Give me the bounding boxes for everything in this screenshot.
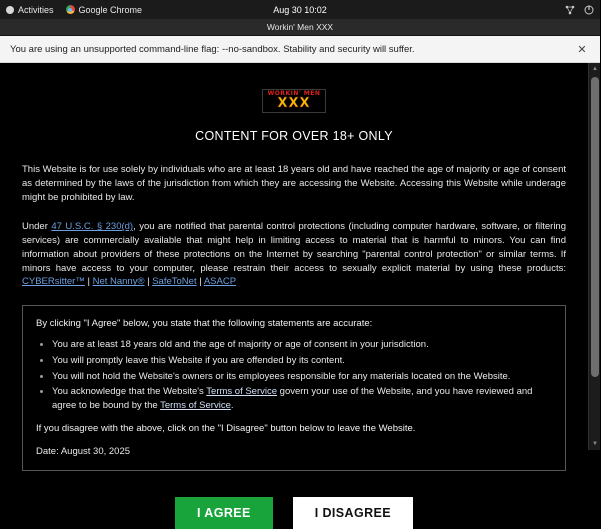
age-paragraph: This Website is for use solely by individuals who are at least 18 years old and have reached the age of majority or age of consent as determined by the laws of the jurisdiction from which they are accessing the Website. Accessing this Website while underage might be prohibited by law. (22, 164, 566, 203)
site-logo-wrap (22, 89, 566, 113)
bullet4-mid: govern your use of the Website, and you have reviewed and agree to be bound by the (52, 386, 533, 412)
para2-mid: , you are notified that parental control protections (including computer hardware, software, or filtering services) are commercially available that might help in limiting access to material that is harmful to minors. You can find information about providers of these protections on the Internet by searching "parental control protection" or similar terms. If minors have access to your computer, please restrain their access to sexually explicit material by using these products: (22, 221, 566, 274)
page-viewport (0, 63, 600, 521)
logo-top-text: WORKIN' MEN (267, 90, 321, 97)
sep-2: | (144, 276, 153, 288)
network-icon[interactable] (565, 5, 575, 15)
power-icon[interactable] (584, 5, 594, 15)
bullet4-pre: You acknowledge that the Website's (52, 386, 207, 398)
sep-3: | (196, 276, 204, 288)
chrome-icon (66, 5, 75, 14)
clock[interactable]: Aug 30 10:02 (273, 4, 327, 15)
site-logo (262, 89, 327, 113)
close-icon[interactable]: ✕ (577, 43, 587, 56)
logo-bottom-text: XXX (277, 96, 311, 111)
age-verification-page (0, 63, 588, 521)
parental-controls-paragraph (22, 220, 566, 289)
list-item-terms (52, 385, 552, 413)
activities-dot-icon (6, 6, 14, 14)
top-bar-right (565, 5, 594, 15)
agreement-bullet-list (36, 338, 552, 413)
current-date: Date: August 30, 2025 (36, 445, 131, 457)
top-bar-left (6, 5, 142, 15)
chrome-window-button[interactable] (66, 5, 143, 15)
list-item: • You will promptly leave this Website if you are offended by its content. (52, 354, 552, 368)
asacp-link[interactable]: ASACP (203, 276, 237, 288)
list-item: • You will not hold the Website's owners or its employees responsible for any materials located on the Website. (52, 370, 552, 384)
activities-button[interactable] (6, 5, 54, 15)
bullet4-end: . (230, 400, 234, 412)
i-agree-button[interactable]: I AGREE (175, 497, 273, 529)
page-scrollbar[interactable] (588, 63, 600, 450)
sep-1: | (84, 276, 93, 288)
chrome-infobar (0, 36, 600, 63)
disagree-note: If you disagree with the above, click on the "I Disagree" button below to leave the Website. (36, 422, 416, 434)
gnome-top-bar (0, 0, 600, 19)
scroll-down-arrow-icon[interactable]: ▼ (592, 441, 598, 447)
window-title-bar[interactable] (0, 19, 600, 36)
activities-label: Activities (18, 4, 54, 15)
scrollbar-thumb[interactable] (591, 77, 599, 377)
agreement-box (22, 305, 566, 471)
terms-of-service-link-2[interactable]: Terms of Service (160, 400, 231, 412)
chrome-label: Google Chrome (78, 4, 143, 15)
scroll-up-arrow-icon[interactable]: ▲ (592, 66, 598, 72)
i-disagree-button[interactable]: I DISAGREE (293, 497, 413, 529)
terms-of-service-link-1[interactable]: Terms of Service (206, 386, 278, 398)
safetonet-link[interactable]: SafeToNet (152, 276, 197, 288)
page-title: CONTENT FOR OVER 18+ ONLY (195, 129, 393, 143)
infobar-message: You are using an unsupported command-line flag: --no-sandbox. Stability and security will suffer. (10, 43, 415, 55)
para2-pre: Under (22, 221, 52, 233)
window-title: Workin' Men XXX (266, 22, 334, 32)
usc-230d-link[interactable]: 47 U.S.C. § 230(d) (51, 221, 134, 233)
netnanny-link[interactable]: Net Nanny® (92, 276, 145, 288)
list-item: • You are at least 18 years old and the age of majority or age of consent in your jurisdiction. (52, 338, 552, 352)
agreement-lead: By clicking "I Agree" below, you state that the following statements are accurate: (36, 318, 373, 330)
cybersitter-link[interactable]: CYBERsitter™ (22, 276, 85, 288)
action-button-row (22, 497, 566, 529)
